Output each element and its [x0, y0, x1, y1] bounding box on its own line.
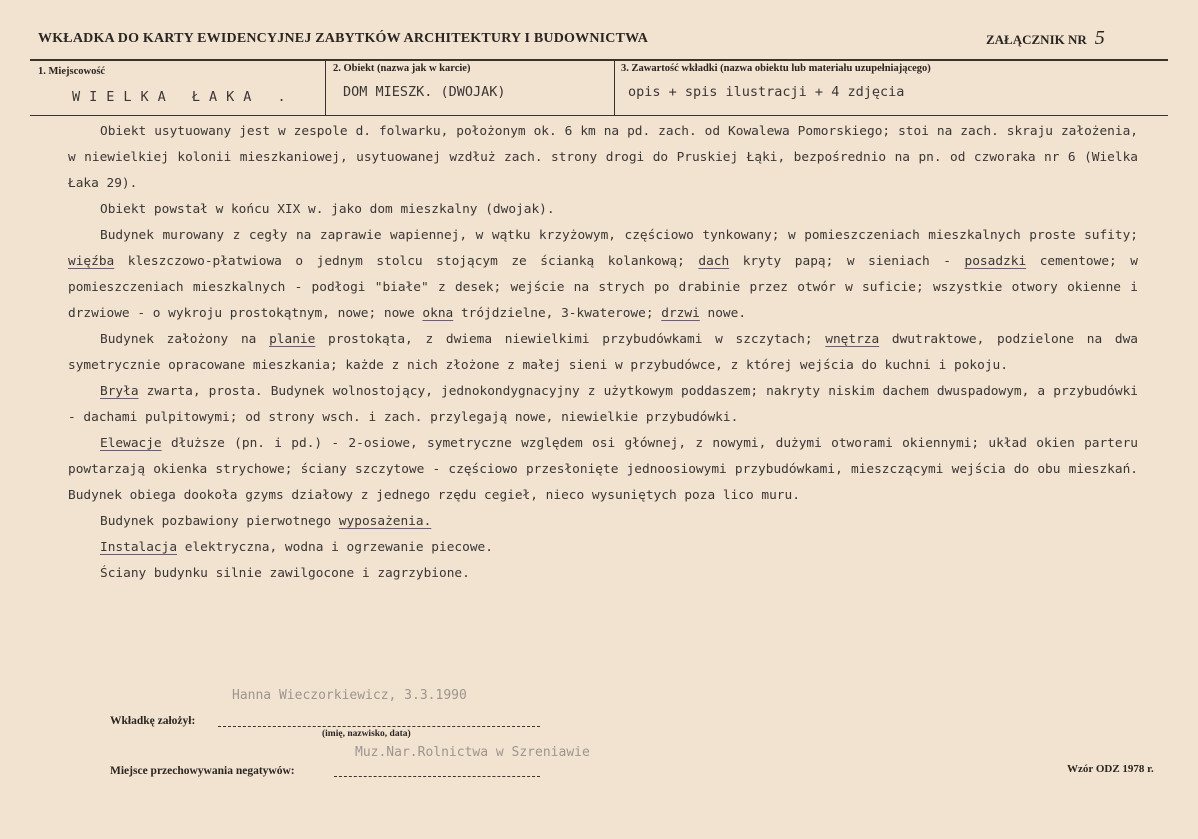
text-run: Budynek pozbawiony pierwotnego — [100, 514, 339, 529]
annex-label — [986, 27, 1105, 50]
object-label: 2. Obiekt (nazwa jak w karcie) — [333, 63, 471, 74]
description-body — [68, 119, 1138, 587]
text-run: dwutraktowe, podzielone na dwa symetrycznie opracowane mieszkania; każde z nich złożone z małej sieni w przybudówce, z której wejścia do kuchni i pokoju. — [68, 332, 1139, 373]
fields-bottom-rule — [30, 115, 1168, 116]
keyword-elevations: Elewacje — [100, 436, 162, 451]
text-run: nowe. — [699, 306, 747, 321]
text-run: Budynek murowany z cegły na zaprawie wapiennej, w wątku krzyżowym, częściowo tynkowany; w pomieszczeniach mieszkalnych proste sufity; — [100, 228, 1138, 243]
negatives-line — [334, 776, 540, 777]
paragraph-location: Obiekt usytuowany jest w zespole d. folwarku, położonym ok. 6 km na pd. zach. od Kowalewa Pomorskiego; stoi na zach. skraju założenia, w niewielkiej kolonii mieszkaniowej, usytuowanej wzdłuż zach. strony drogi do Pruskiej Łąki, bezpośrednio na pn. od czworaka nr 6 (Wielka Łaka 29). — [68, 124, 1138, 191]
author-value: Hanna Wieczorkiewicz, 3.3.1990 — [232, 688, 467, 703]
paragraph-origin: Obiekt powstał w końcu XIX w. jako dom mieszkalny (dwojak). — [100, 202, 555, 217]
text-run: elektryczna, wodna i ogrzewanie piecowe. — [177, 540, 493, 555]
text-run: dłuższe (pn. i pd.) - 2-osiowe, symetryczne względem osi głównej, z nowymi, dużymi otworami okiennymi; układ okien parteru powtarzają okienka strychowe; ściany szczytowe - częściowo przesłonięte jednoosiowymi przybudówkami, mieszczącymi wejścia do obu mieszkań. Budynek obiega dookoła gzyms działowy z jednego rzędu cegieł, nieco wysuniętych poza lico muru. — [68, 436, 1138, 503]
author-line — [218, 726, 540, 727]
divider-1 — [325, 60, 326, 116]
author-label: Wkładkę założył: — [110, 715, 196, 727]
keyword-massing: Bryła — [100, 384, 139, 399]
paragraph-massing — [68, 379, 1138, 431]
paragraph-construction — [68, 223, 1138, 327]
negatives-value: Muz.Nar.Rolnictwa w Szreniawie — [355, 745, 590, 760]
keyword-roof-truss: więźba — [68, 254, 115, 269]
paragraph-condition: Ściany budynku silnie zawilgocone i zagrzybione. — [100, 566, 470, 581]
text-run: kleszczowo-płatwiowa o jednym stolcu stojącym ze ścianką kolankową; — [114, 254, 699, 269]
keyword-installation: Instalacja — [100, 540, 178, 555]
negatives-label: Miejsce przechowywania negatywów: — [110, 765, 295, 777]
text-run: prostokąta, z dwiema niewielkimi przybudówkami w szczytach; — [315, 332, 826, 347]
annex-label-text: ZAŁĄCZNIK NR — [986, 32, 1087, 47]
paragraph-furnishing — [68, 509, 1138, 535]
paragraph-installations — [68, 535, 1138, 561]
keyword-furnishing: wyposażenia. — [338, 514, 432, 529]
form-title: WKŁADKA DO KARTY EWIDENCYJNEJ ZABYTKÓW ARCHITEKTURY I BUDOWNICTWA — [38, 31, 649, 46]
text-run: trójdzielne, 3-kwaterowe; — [453, 306, 662, 321]
keyword-windows: okna — [422, 306, 454, 321]
divider-2 — [614, 60, 615, 116]
keyword-doors: drzwi — [661, 306, 700, 321]
author-hint: (imię, nazwisko, data) — [322, 729, 411, 739]
text-run: zwarta, prosta. Budynek wolnostojący, jednokondygnacyjny z użytkowym poddaszem; nakryty niskim dachem dwuspadowym, a przybudówki - dachami pulpitowymi; od strony wsch. i zach. przylegają nowe, niewielkie przybudówki. — [68, 384, 1138, 425]
keyword-roof: dach — [698, 254, 730, 269]
place-label: 1. Miejscowość — [38, 66, 106, 77]
annex-number: 5 — [1094, 27, 1105, 49]
text-run: kryty papą; w sieniach - — [729, 254, 965, 269]
content-label: 3. Zawartość wkładki (nazwa obiektu lub materiału uzupełniającego) — [621, 63, 931, 74]
keyword-interiors: wnętrza — [825, 332, 880, 347]
top-rule — [30, 59, 1168, 61]
text-run: Budynek założony na — [100, 332, 270, 347]
text-run: cementowe; w pomieszczeniach mieszkalnych - podłogi "białe" z desek; wejście na strych po drabinie przez otwór w suficie; wszystkie otwory okienne i drzwiowe - o wykroju prostokątnym, nowe; nowe — [68, 254, 1138, 321]
paragraph-elevations — [68, 431, 1138, 509]
paragraph-plan — [68, 327, 1138, 379]
keyword-plan: planie — [269, 332, 316, 347]
place-value: WIELKA ŁAKA . — [72, 89, 295, 105]
object-value: DOM MIESZK. (DWOJAK) — [343, 84, 506, 100]
form-model: Wzór ODZ 1978 r. — [1067, 763, 1154, 775]
content-value: opis + spis ilustracji + 4 zdjęcia — [628, 84, 905, 100]
keyword-floors: posadzki — [964, 254, 1027, 269]
